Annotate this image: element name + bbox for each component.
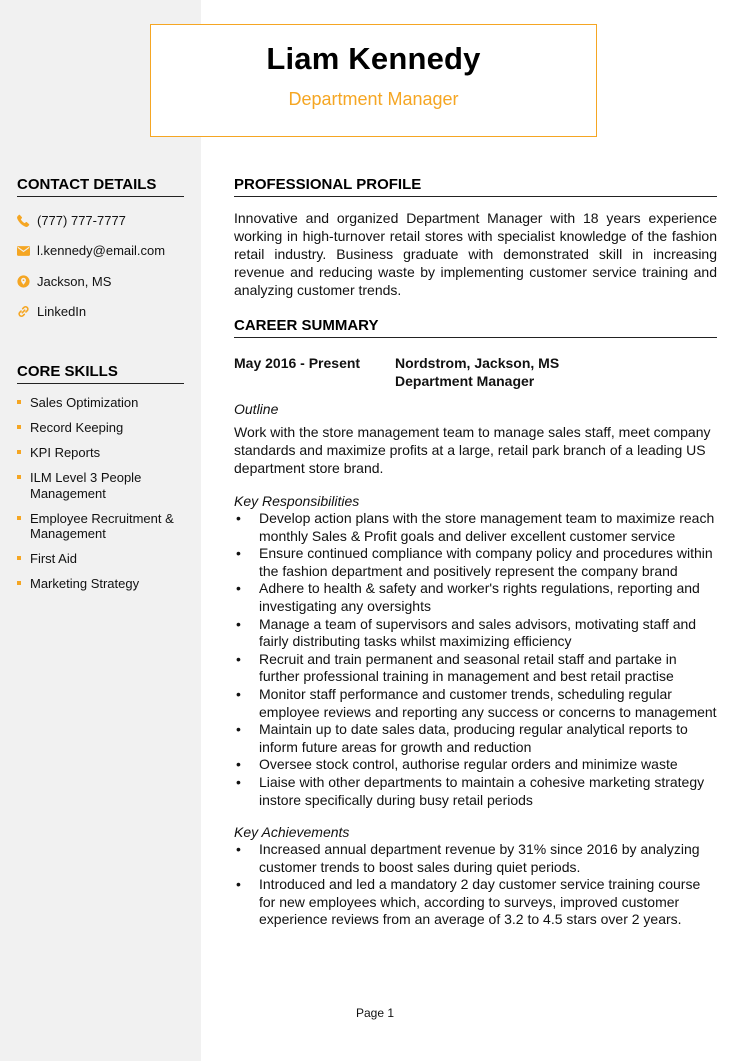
outline-text: Work with the store management team to manage sales staff, meet company standards and maximize profits at a large, retail park branch of a leading US department store brand. <box>234 424 711 476</box>
outline-label: Outline <box>234 401 279 417</box>
contact-location-text: Jackson, MS <box>37 273 112 289</box>
list-item: • Ensure continued compliance with company policy and procedures within the fashion department and positively represent the company brand <box>234 545 717 580</box>
list-item: • Develop action plans with the store management team to maximize reach monthly Sales & Profit goals and deliver excellent customer service <box>234 510 717 545</box>
list-item: • Maintain up to date sales data, producing regular analytical reports to inform future areas for growth and reduction <box>234 721 717 756</box>
career-heading: CAREER SUMMARY <box>234 317 717 338</box>
job-position: Department Manager <box>395 373 535 389</box>
skill-item: KPI Reports <box>17 445 184 461</box>
candidate-title: Department Manager <box>288 89 459 109</box>
contact-section <box>17 176 184 327</box>
contact-phone-text: (777) 777-7777 <box>37 212 126 228</box>
career-section <box>234 317 717 929</box>
location-pin-icon <box>17 274 37 288</box>
profile-text: Innovative and organized Department Manager with 18 years experience working in high-turnover retail stores with specialist knowledge of the fashion retail industry. Business graduate with demonstrated skill in increasing revenue and reducing waste by implementing customer service training and analyzing customer trends. <box>234 210 717 298</box>
list-item: • Oversee stock control, authorise regular orders and minimize waste <box>234 756 717 774</box>
link-icon <box>17 305 37 319</box>
profile-heading: PROFESSIONAL PROFILE <box>234 176 717 197</box>
job-employer <box>395 354 559 390</box>
skills-heading: CORE SKILLS <box>17 363 184 384</box>
list-item: • Liaise with other departments to maintain a cohesive marketing strategy instore specifically during busy retail periods <box>234 774 717 809</box>
list-item: • Recruit and train permanent and seasonal retail staff and partake in further professional training in management and best retail practise <box>234 651 717 686</box>
job-header <box>234 354 717 390</box>
contact-location <box>17 266 184 297</box>
page-number: Page 1 <box>355 1006 395 1020</box>
list-item: • Manage a team of supervisors and sales advisors, motivating staff and fairly distributing tasks whilst maximizing efficiency <box>234 616 717 651</box>
contact-email-text[interactable]: l.kennedy@email.com <box>37 243 166 259</box>
list-item: • Introduced and led a mandatory 2 day customer service training course for new employees which, according to surveys, improved customer experience reviews from an average of 3.2 to 4.5 stars over 2 years. <box>234 876 717 929</box>
phone-icon <box>17 213 37 227</box>
skill-item: First Aid <box>17 551 184 567</box>
candidate-name: Liam Kennedy <box>266 41 481 76</box>
envelope-icon <box>17 244 37 258</box>
skill-item: Record Keeping <box>17 420 184 436</box>
name-header-box <box>150 24 597 137</box>
list-item: • Adhere to health & safety and worker's rights regulations, reporting and investigating any oversights <box>234 580 717 615</box>
contact-linkedin <box>17 297 184 328</box>
skill-item: Marketing Strategy <box>17 576 184 592</box>
skill-item: Sales Optimization <box>17 395 184 411</box>
list-item: • Increased annual department revenue by 31% since 2016 by analyzing customer trends to boost sales during quiet periods. <box>234 841 717 876</box>
responsibilities-list <box>234 510 717 809</box>
job-company: Nordstrom, Jackson, MS <box>395 355 560 371</box>
skill-item: Employee Recruitment & Management <box>17 511 184 542</box>
job-dates: May 2016 - Present <box>234 355 361 371</box>
skill-item: ILM Level 3 People Management <box>17 470 184 501</box>
contact-phone <box>17 205 184 236</box>
profile-section <box>234 176 717 299</box>
achievements-list <box>234 841 717 929</box>
contact-linkedin-text[interactable]: LinkedIn <box>37 304 87 320</box>
contact-email <box>17 236 184 267</box>
list-item: • Monitor staff performance and customer trends, scheduling regular employee reviews and reporting any success or concerns to management <box>234 686 717 721</box>
achievements-label: Key Achievements <box>234 824 350 841</box>
skills-section <box>17 363 184 601</box>
responsibilities-label: Key Responsibilities <box>234 493 360 509</box>
contact-heading: CONTACT DETAILS <box>17 176 184 197</box>
